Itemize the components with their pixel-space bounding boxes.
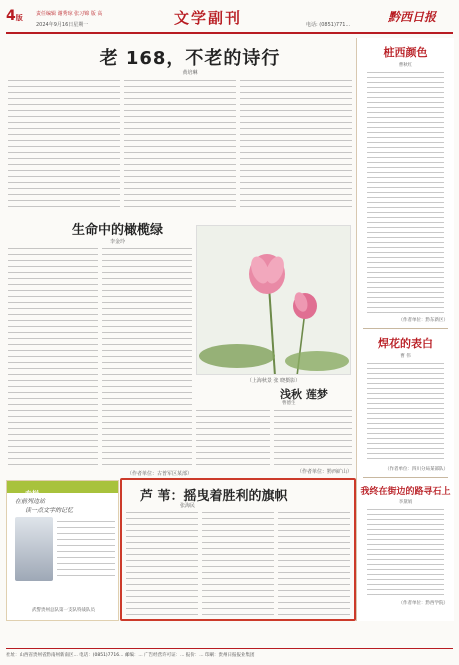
special-column-label: 专栏 bbox=[25, 490, 39, 498]
sidebar-poem3-source: （作者单位：黔西学院） bbox=[398, 601, 448, 606]
sidebar-poem1-body bbox=[367, 72, 444, 314]
main-headline: 老 168，不老的诗行 bbox=[99, 48, 281, 69]
contact-phone: 电话: (0851)771... bbox=[306, 22, 351, 28]
sidebar-divider bbox=[363, 328, 448, 329]
second-byline: 李金玲 bbox=[109, 239, 125, 245]
sidebar-poem1-title: 桩西颜色 bbox=[383, 46, 428, 59]
poem-title: 浅秋 莲梦 bbox=[280, 388, 328, 401]
third-article-column-1 bbox=[126, 512, 198, 617]
main-article-column-1 bbox=[8, 80, 120, 210]
soldier-portrait bbox=[15, 517, 53, 581]
third-headline: 芦 苇：摇曳着胜利的旗帜 bbox=[140, 489, 288, 504]
sidebar-divider bbox=[363, 477, 448, 478]
special-column-caption: 武警贵州总队第一支队特战队员 bbox=[32, 608, 95, 613]
sidebar-poem2-author: 曹 伟 bbox=[400, 354, 411, 359]
poetry-sidebar bbox=[356, 38, 454, 621]
poem-source: （作者单位：黔西矿山） bbox=[296, 469, 352, 475]
second-article-source: （作者单位：古普军区某部） bbox=[126, 471, 192, 477]
page-number: 4版 bbox=[6, 8, 23, 24]
sidebar-poem3-author: 李黛娟 bbox=[398, 500, 413, 505]
special-column-banner bbox=[7, 481, 118, 498]
third-article-column-2 bbox=[202, 512, 274, 617]
editors-line: 责任编辑 谢秀琼 张习锦 版 高 bbox=[36, 11, 103, 17]
main-article-column-3 bbox=[240, 80, 352, 210]
sidebar-poem1-source: （作者单位：黔东新区） bbox=[398, 318, 448, 323]
sidebar-poem1-author: 曹秋红 bbox=[398, 63, 413, 68]
lotus-photo bbox=[196, 225, 351, 375]
main-byline: 黄培琳 bbox=[182, 70, 198, 76]
special-column-box bbox=[6, 480, 119, 621]
page-header bbox=[6, 6, 453, 34]
newspaper-logo: 黔西日报 bbox=[388, 10, 437, 24]
second-article-column-2 bbox=[102, 248, 192, 468]
section-title: 文学副刊 bbox=[174, 9, 243, 27]
lotus-illustration bbox=[197, 226, 351, 375]
special-bio-text bbox=[57, 521, 115, 581]
poem-author: 曹德生 bbox=[282, 401, 296, 406]
second-article-column-1 bbox=[8, 248, 98, 468]
sidebar-poem2-title: 焊花的表白 bbox=[378, 337, 433, 350]
main-article-column-2 bbox=[124, 80, 236, 210]
special-motto: 在前列边站 读一点文字的记忆 bbox=[15, 498, 74, 514]
sidebar-poem2-body bbox=[367, 363, 444, 463]
issue-date: 2024年9月16日星期一 bbox=[36, 22, 89, 28]
third-byline: 张海民 bbox=[180, 503, 196, 509]
photo-caption: （上海秋景 张 晓摄影） bbox=[246, 378, 301, 384]
sidebar-poem3-title: 我终在街边的路寻石上 bbox=[360, 487, 451, 497]
third-article-column-3 bbox=[278, 512, 350, 617]
poem-stanza-right bbox=[274, 410, 352, 466]
second-headline: 生命中的橄榄绿 bbox=[71, 223, 163, 238]
poem-stanza-left bbox=[196, 410, 270, 470]
page-footer: 社址：山西省贵州省黔南州新南区... 电话：(0851)7716... 邮编：... 广告经营许可证：... 报价：... 印刷：贵州日报报业集团 bbox=[6, 648, 453, 658]
sidebar-poem3-body bbox=[367, 509, 444, 597]
sidebar-poem2-source: （作者单位：四川分局某部队） bbox=[385, 467, 448, 472]
